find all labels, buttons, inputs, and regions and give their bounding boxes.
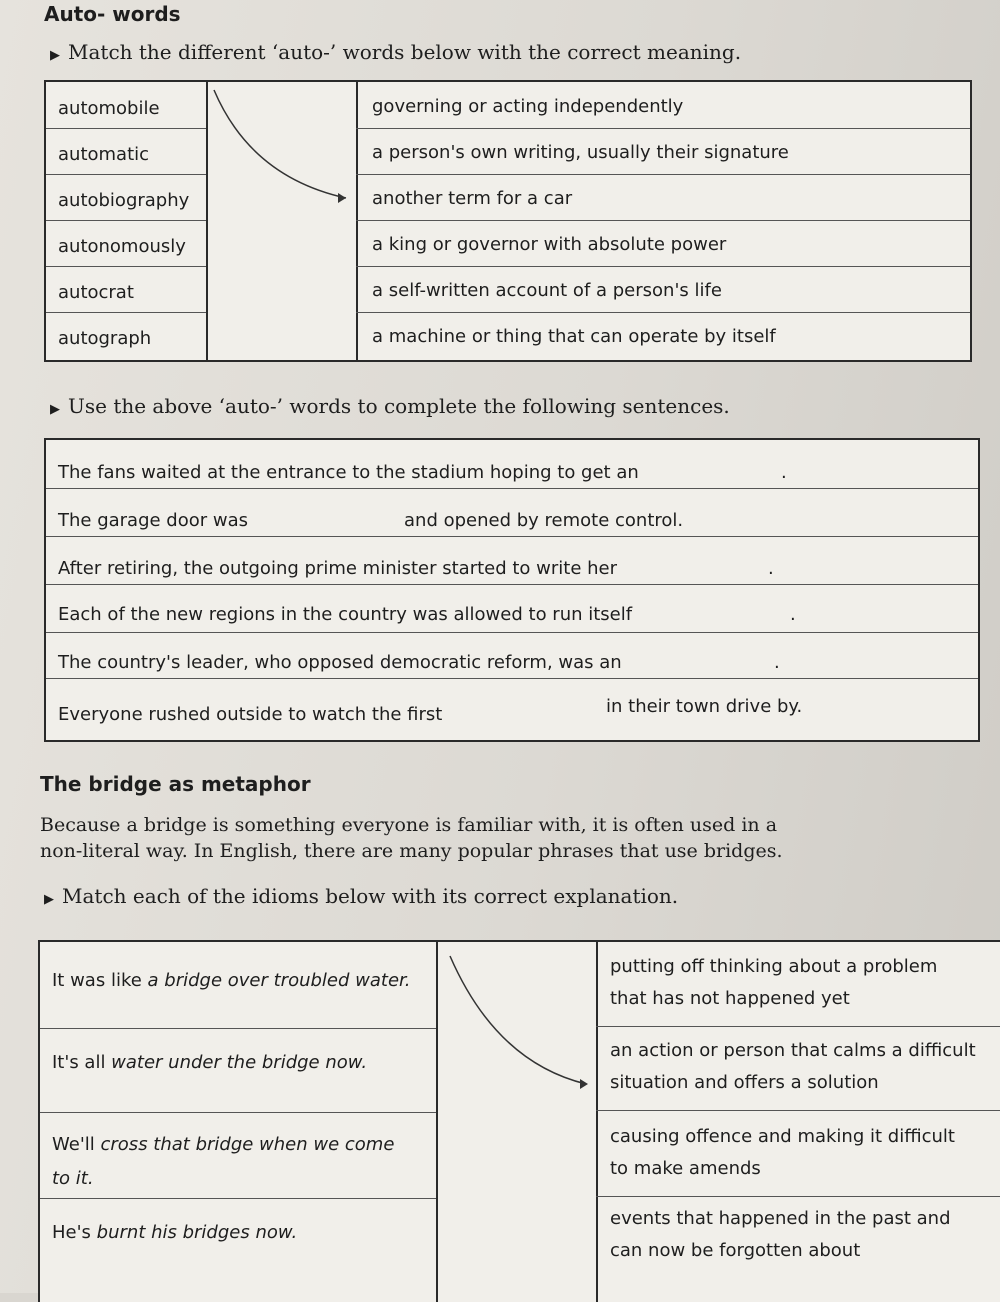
sentence-start: The garage door was [58,510,249,531]
example-match-line [206,82,356,212]
pointer-icon: ▶ [50,48,60,63]
row-divider [40,1028,436,1029]
pointer-icon: ▶ [44,892,54,907]
idiom-lead: It's all [52,1052,112,1073]
idiom-cell-continued [52,1168,94,1189]
explanation-line: an action or person that calms a difficult [610,1040,976,1061]
instruction-match-auto [50,40,741,64]
row-divider [46,632,978,633]
sentence-end: . [790,604,796,625]
explanation-line: putting off thinking about a problem [610,956,938,977]
instruction-text: Match each of the idioms below with its correct explanation. [62,884,679,908]
instruction-complete-sentences [50,394,730,418]
word-cell: autonomously [58,236,186,257]
column-divider [356,82,358,360]
word-cell: automatic [58,144,150,165]
idiom-text: to it. [52,1168,94,1189]
explanation-line: to make amends [610,1158,761,1179]
paragraph-line: Because a bridge is something everyone is familiar with, it is often used in a [40,814,778,836]
row-divider [40,1198,436,1199]
instruction-text: Use the above ‘auto-’ words to complete the following sentences. [68,394,730,418]
row-divider [356,220,970,221]
explanation-line: can now be forgotten about [610,1240,861,1261]
sentence-start: Everyone rushed outside to watch the first [58,704,443,725]
sentence-start: Each of the new regions in the country was allowed to run itself [58,604,633,625]
word-cell: autograph [58,328,152,349]
word-cell: autocrat [58,282,134,303]
idiom-cell [52,1052,367,1073]
explanation-line: events that happened in the past and [610,1208,951,1229]
paragraph-line: non-literal way. In English, there are many popular phrases that use bridges. [40,840,783,862]
idioms-table [38,940,1000,1302]
row-divider [46,220,206,221]
pointer-icon: ▶ [50,402,60,417]
idiom-lead: He's [52,1222,97,1243]
sentences-table [44,438,980,742]
sentence-start: The fans waited at the entrance to the stadium hoping to get an [58,462,639,483]
sentence-end: . [774,652,780,673]
sentence-end: in their town drive by. [606,696,803,717]
row-divider [596,1196,1000,1197]
row-divider [356,266,970,267]
sentence-end: and opened by remote control. [404,510,684,531]
auto-words-table [44,80,972,362]
section-title: The bridge as metaphor [40,772,311,796]
meaning-cell: governing or acting independently [372,96,684,117]
idiom-text: cross that bridge when we come [100,1134,395,1155]
explanation-line: causing offence and making it difficult [610,1126,955,1147]
sentence-end: . [781,462,787,483]
idiom-text: a bridge over troubled water. [147,970,411,991]
row-divider [596,1110,1000,1111]
idiom-text: burnt his bridges now. [96,1222,298,1243]
explanation-line: situation and offers a solution [610,1072,879,1093]
row-divider [356,128,970,129]
idiom-cell [52,1134,394,1155]
row-divider [46,128,206,129]
sentence-end: . [768,558,774,579]
row-divider [46,266,206,267]
idiom-cell [52,1222,297,1243]
row-divider [46,488,978,489]
explanation-line: that has not happened yet [610,988,850,1009]
row-divider [46,536,978,537]
example-match-line [436,942,596,1102]
word-cell: autobiography [58,190,190,211]
row-divider [46,312,206,313]
row-divider [46,584,978,585]
instruction-text: Match the different ‘auto-’ words below with the correct meaning. [68,40,742,64]
instruction-match-idioms [44,884,678,908]
sentence-start: The country's leader, who opposed democratic reform, was an [58,652,622,673]
page-heading: Auto- words [44,2,181,26]
meaning-cell: a self-written account of a person's life [372,280,722,301]
row-divider [40,1112,436,1113]
sentence-start: After retiring, the outgoing prime minister started to write her [58,558,618,579]
meaning-cell: another term for a car [372,188,573,209]
idiom-lead: It was like [52,970,148,991]
column-divider [596,942,598,1302]
row-divider [356,312,970,313]
meaning-cell: a machine or thing that can operate by itself [372,326,776,347]
row-divider [46,678,978,679]
meaning-cell: a person's own writing, usually their signature [372,142,789,163]
word-cell: automobile [58,98,160,119]
idiom-lead: We'll [52,1134,101,1155]
idiom-text: water under the bridge now. [111,1052,368,1073]
row-divider [356,174,970,175]
meaning-cell: a king or governor with absolute power [372,234,727,255]
row-divider [46,174,206,175]
row-divider [596,1026,1000,1027]
idiom-cell [52,970,411,991]
